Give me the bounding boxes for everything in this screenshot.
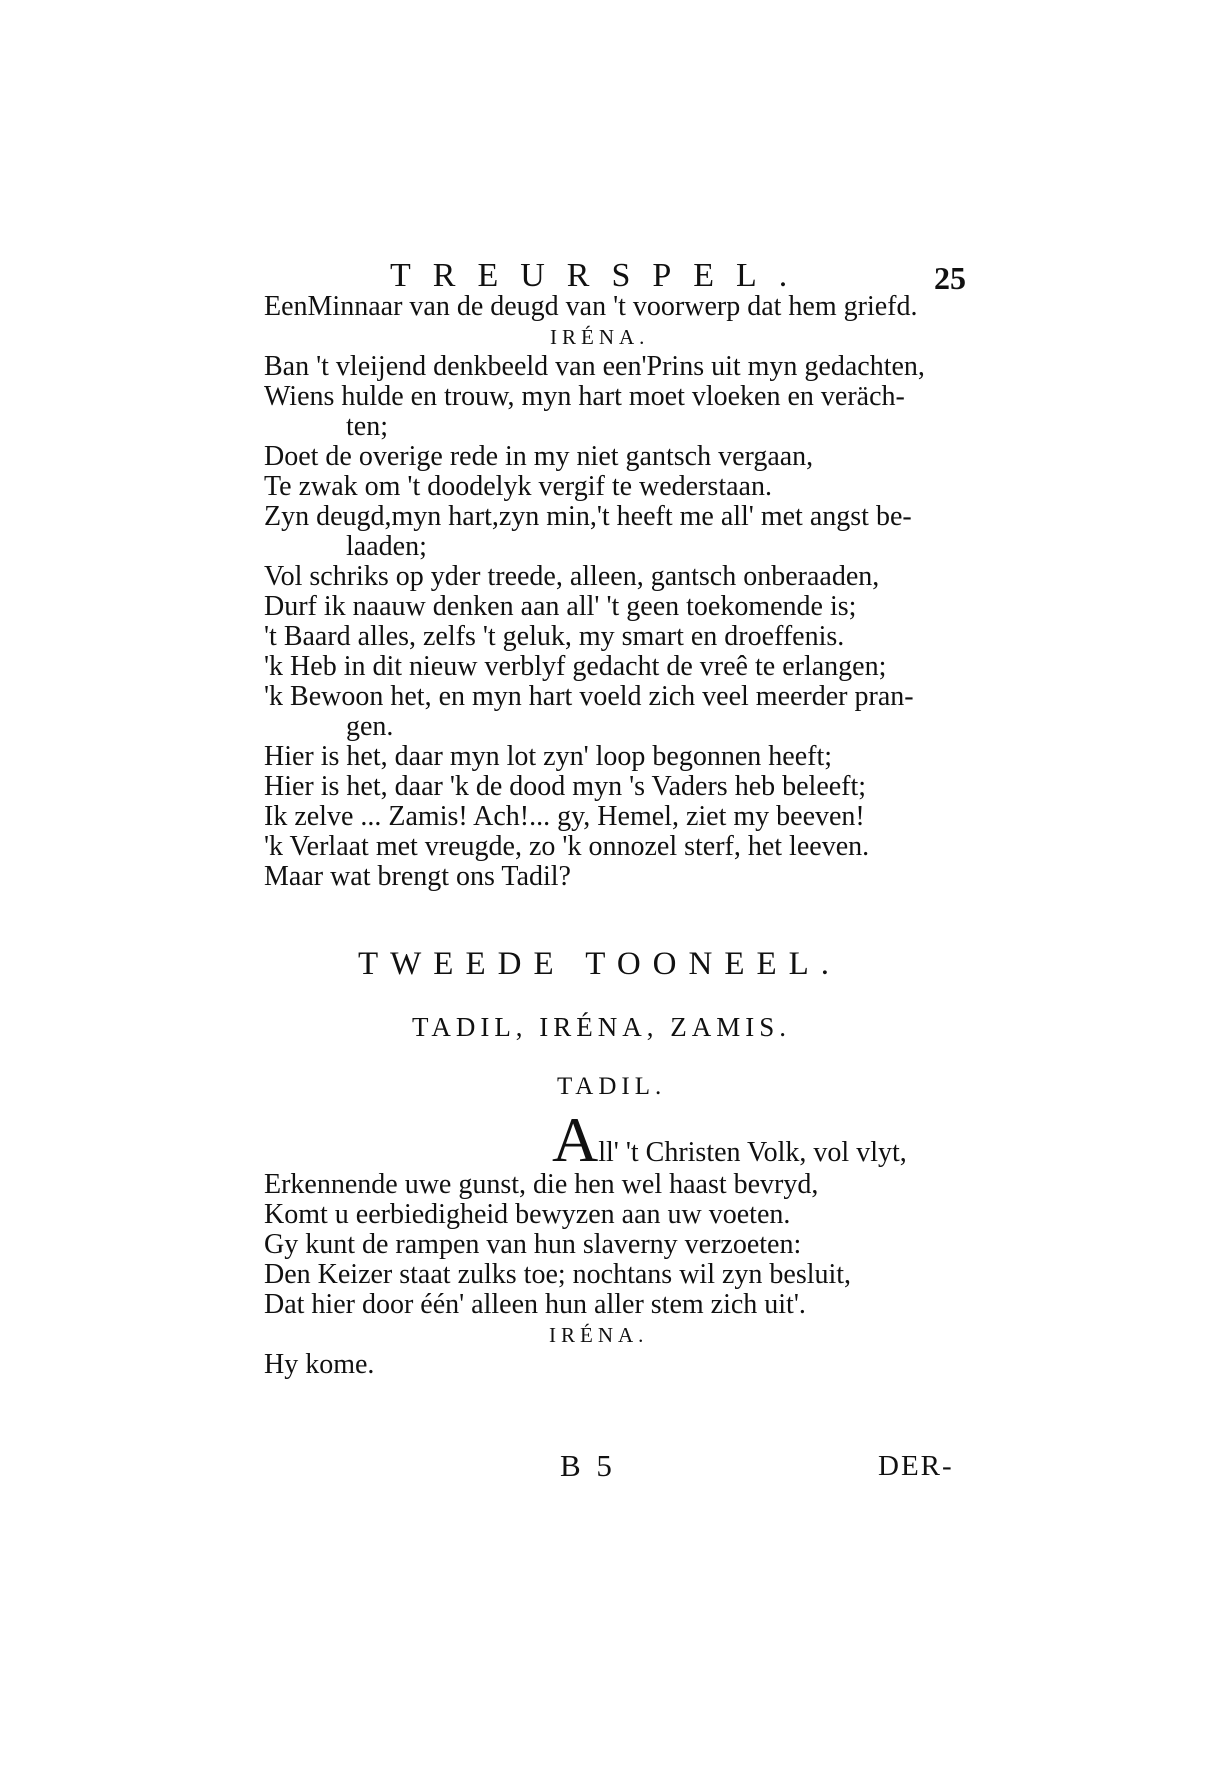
verse-line: Doet de overige rede in my niet gantsch vergaan, (264, 441, 814, 472)
page-number: 25 (934, 260, 966, 296)
verse-line: Hier is het, daar myn lot zyn' loop begonnen heeft; (264, 741, 832, 772)
drop-capital: A (552, 1104, 599, 1175)
scene-heading: TWEEDE TOONEEL. (358, 946, 842, 982)
dropcap-line (552, 1104, 907, 1175)
speaker-name: TADIL. (557, 1073, 667, 1100)
verse-line: Hy kome. (264, 1349, 375, 1380)
signature-mark: B 5 (560, 1448, 616, 1483)
verse-line: Gy kunt de rampen van hun slaverny verzoeten: (264, 1229, 802, 1260)
verse-line: EenMinnaar van de deugd van 't voorwerp dat hem griefd. (264, 291, 918, 322)
running-head-title: TREURSPEL. (390, 257, 810, 294)
verse-line: 't Baard alles, zelfs 't geluk, my smart en droeffenis. (264, 621, 845, 652)
scene-one-text (264, 292, 984, 892)
speaker-name: IRÉNA. (549, 1323, 649, 1347)
verse-line: 'k Verlaat met vreugde, zo 'k onnozel sterf, het leeven. (264, 831, 870, 862)
verse-line: Ban 't vleijend denkbeeld van een'Prins uit myn gedachten, (264, 351, 925, 382)
verse-line: Ik zelve ... Zamis! Ach!... gy, Hemel, ziet my beeven! (264, 801, 865, 832)
verse-line: Maar wat brengt ons Tadil? (264, 861, 571, 892)
verse-continuation: ten; (346, 411, 388, 442)
verse-line: Den Keizer staat zulks toe; nochtans wil zyn besluit, (264, 1259, 852, 1290)
verse-line: Te zwak om 't doodelyk vergif te wederstaan. (264, 471, 772, 502)
verse-continuation: gen. (346, 711, 394, 742)
verse-line: Vol schriks op yder treede, alleen, gantsch onberaaden, (264, 561, 880, 592)
verse-continuation: laaden; (346, 531, 427, 562)
scene-two-text (264, 1170, 984, 1380)
verse-line: 'k Heb in dit nieuw verblyf gedacht de vreê te erlangen; (264, 651, 887, 682)
verse-line: Dat hier door één' alleen hun aller stem zich uit'. (264, 1289, 806, 1320)
catchword: DER- (878, 1450, 954, 1482)
verse-line: Wiens hulde en trouw, myn hart moet vloeken en veräch- (264, 381, 905, 412)
verse-line: ll' 't Christen Volk, vol vlyt, (598, 1137, 907, 1168)
verse-line: Komt u eerbiedigheid bewyzen aan uw voeten. (264, 1199, 791, 1230)
verse-line: 'k Bewoon het, en myn hart voeld zich veel meerder pran- (264, 681, 914, 712)
speaker-name: IRÉNA. (550, 325, 650, 349)
verse-line: Zyn deugd,myn hart,zyn min,'t heeft me all' met angst be- (264, 501, 912, 532)
verse-line: Durf ik naauw denken aan all' 't geen toekomende is; (264, 591, 857, 622)
dramatis-personae: TADIL, IRÉNA, ZAMIS. (412, 1012, 792, 1042)
verse-line: Erkennende uwe gunst, die hen wel haast bevryd, (264, 1169, 819, 1200)
verse-line: Hier is het, daar 'k de dood myn 's Vaders heb beleeft; (264, 771, 867, 802)
